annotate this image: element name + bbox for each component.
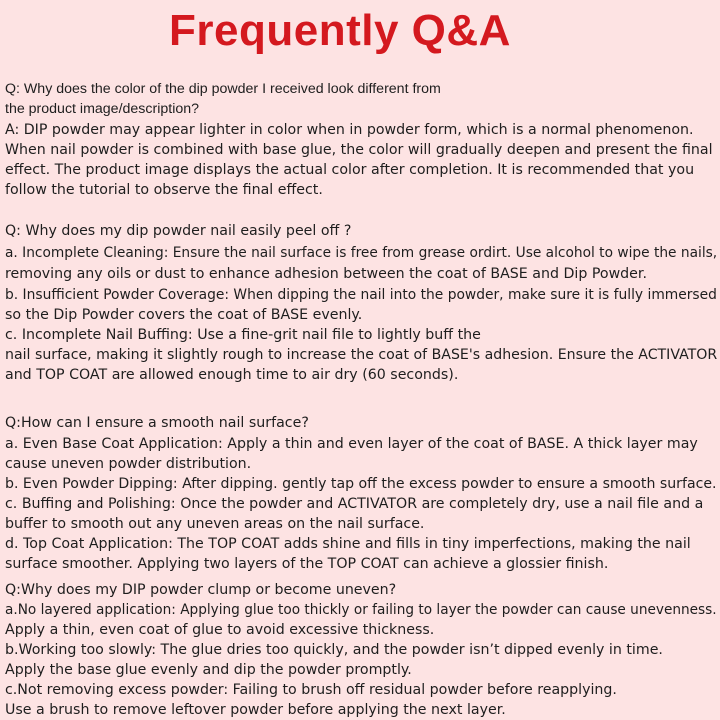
answer-2-line: c. Incomplete Nail Buffing: Use a fine-grit nail file to lightly buff the — [5, 327, 481, 343]
answer-1-line: A: DIP powder may appear lighter in color when in powder form, which is a normal phenomenon. — [5, 122, 694, 138]
page-title: Frequently Q&A — [169, 6, 511, 55]
answer-1-line: When nail powder is combined with base glue, the color will gradually deepen and present the final — [5, 142, 713, 158]
answer-3-line: cause uneven powder distribution. — [5, 456, 252, 472]
answer-1-line: follow the tutorial to observe the final effect. — [5, 182, 323, 198]
answer-4-line: b.Working too slowly: The glue dries too quickly, and the powder isn’t dipped evenly in time. — [5, 642, 663, 658]
answer-2-line: b. Insufficient Powder Coverage: When dipping the nail into the powder, make sure it is fully immersed — [5, 287, 717, 303]
answer-1-line: effect. The product image displays the actual color after completion. It is recommended that you — [5, 162, 695, 178]
answer-3-line: surface smoother. Applying two layers of the TOP COAT can achieve a glossier finish. — [5, 556, 609, 572]
question-4: Q:Why does my DIP powder clump or become uneven? — [5, 582, 397, 598]
question-3: Q:How can I ensure a smooth nail surface? — [5, 415, 309, 431]
answer-2-line: removing any oils or dust to enhance adhesion between the coat of BASE and Dip Powder. — [5, 266, 647, 282]
answer-4-line: a.No layered application: Applying glue too thickly or failing to layer the powder can cause unevenness. — [5, 602, 717, 618]
answer-2-line: a. Incomplete Cleaning: Ensure the nail surface is free from grease ordirt. Use alcohol to wipe the nails, — [5, 245, 718, 261]
answer-4-line: c.Not removing excess powder: Failing to brush off residual powder before reapplying. — [5, 682, 617, 698]
answer-3-line: b. Even Powder Dipping: After dipping. gently tap off the excess powder to ensure a smooth surface. — [5, 476, 717, 492]
question-1: Q: Why does the color of the dip powder I received look different from — [5, 81, 441, 97]
answer-4-line: Use a brush to remove leftover powder before applying the next layer. — [5, 702, 506, 718]
answer-2-line: nail surface, making it slightly rough to increase the coat of BASE's adhesion. Ensure the ACTIVATOR — [5, 347, 718, 363]
answer-4-line: Apply the base glue evenly and dip the powder promptly. — [5, 662, 412, 678]
answer-2-line: and TOP COAT are allowed enough time to air dry (60 seconds). — [5, 367, 459, 383]
answer-3-line: c. Buffing and Polishing: Once the powder and ACTIVATOR are completely dry, use a nail file and a — [5, 496, 704, 512]
answer-4-line: Apply a thin, even coat of glue to avoid excessive thickness. — [5, 622, 435, 638]
question-2: Q: Why does my dip powder nail easily peel off ? — [5, 223, 352, 239]
question-1-cont: the product image/description? — [5, 101, 200, 117]
answer-3-line: d. Top Coat Application: The TOP COAT adds shine and fills in tiny imperfections, making the nail — [5, 536, 691, 552]
answer-2-line: so the Dip Powder covers the coat of BASE evenly. — [5, 307, 363, 323]
answer-3-line: buffer to smooth out any uneven areas on the nail surface. — [5, 516, 425, 532]
answer-3-line: a. Even Base Coat Application: Apply a thin and even layer of the coat of BASE. A thick layer may — [5, 436, 698, 452]
